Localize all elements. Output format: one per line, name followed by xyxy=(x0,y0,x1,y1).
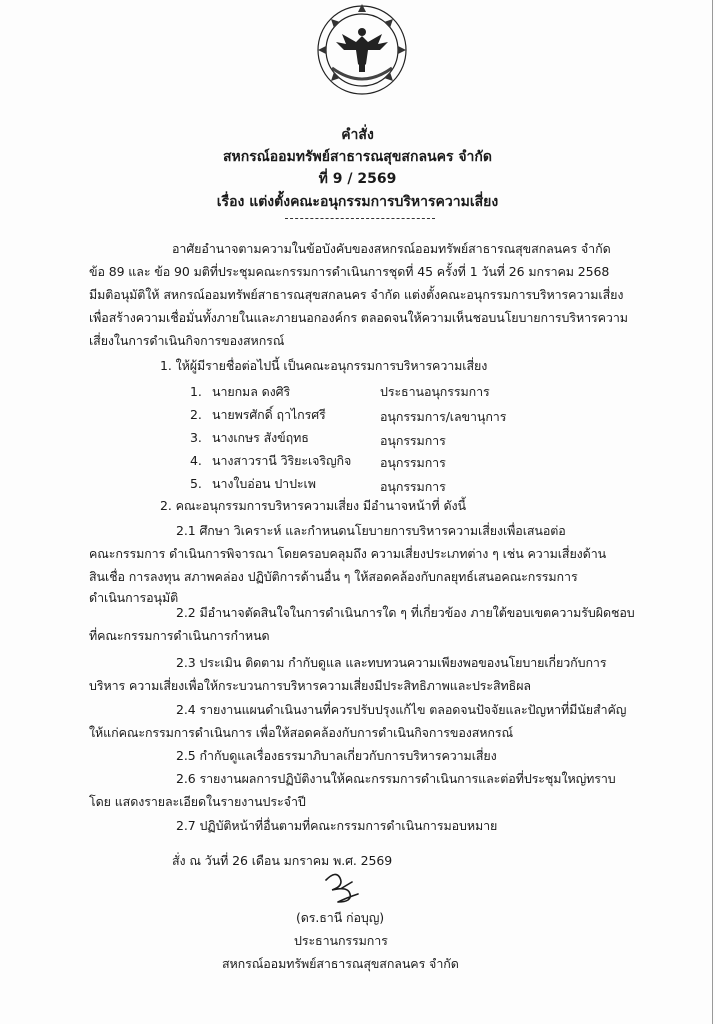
intro-line: มีมติอนุมัติให้ สหกรณ์ออมทรัพย์สาธารณสุขสกลนคร จำกัด แต่งตั้งคณะอนุกรรมการบริหารความเสี่ยง xyxy=(89,287,624,302)
scan-edge xyxy=(712,0,713,1024)
member-number: 2. xyxy=(190,407,202,422)
duty-line: 2.1 ศึกษา วิเคราะห์ และกำหนดนโยบายการบริหารความเสี่ยงเพื่อเสนอต่อ xyxy=(176,523,566,538)
member-number: 4. xyxy=(190,453,202,468)
cooperative-seal-icon xyxy=(312,2,412,98)
intro-line: เสี่ยงในการดำเนินกิจการของสหกรณ์ xyxy=(89,333,285,348)
section-2-heading: 2. คณะอนุกรรมการบริหารความเสี่ยง มีอำนาจหน้าที่ ดังนี้ xyxy=(160,498,466,513)
section-1-heading: 1. ให้ผู้มีรายชื่อต่อไปนี้ เป็นคณะอนุกรรมการบริหารความเสี่ยง xyxy=(160,358,488,373)
signer-position: ประธานกรรมการ xyxy=(294,933,388,948)
duty-line: สินเชื่อ การลงทุน สภาพคล่อง ปฏิบัติการด้านอื่น ๆ ให้สอดคล้องกับกลยุทธ์เสนอคณะกรรมการ xyxy=(89,569,578,584)
duty-line: ดำเนินการอนุมัติ xyxy=(89,590,179,605)
member-role: อนุกรรมการ/เลขานุการ xyxy=(380,409,507,424)
member-name: นายพรศักดิ์ ฤาไกรศรี xyxy=(212,407,326,422)
member-number: 5. xyxy=(190,476,202,491)
organization-name: สหกรณ์ออมทรัพย์สาธารณสุขสกลนคร จำกัด xyxy=(223,149,492,165)
member-name: นางใบอ่อน ปาปะเพ xyxy=(212,476,316,491)
duty-line: 2.3 ประเมิน ติดตาม กำกับดูแล และทบทวนความเพียงพอของนโยบายเกี่ยวกับการ xyxy=(176,655,607,670)
member-role: อนุกรรมการ xyxy=(380,455,446,470)
member-role: อนุกรรมการ xyxy=(380,479,446,494)
duty-line: โดย แสดงรายละเอียดในรายงานประจำปี xyxy=(89,794,306,809)
signature-image xyxy=(318,868,368,906)
order-subject: เรื่อง แต่งตั้งคณะอนุกรรมการบริหารความเสี่ยง xyxy=(216,194,499,210)
member-role: ประธานอนุกรรมการ xyxy=(380,384,490,399)
duty-line: ให้แก่คณะกรรมการดำเนินการ เพื่อให้สอดคล้องกับการดำเนินกิจการของสหกรณ์ xyxy=(89,725,514,740)
order-date: สั่ง ณ วันที่ 26 เดือน มกราคม พ.ศ. 2569 xyxy=(172,853,393,868)
signer-organization: สหกรณ์ออมทรัพย์สาธารณสุขสกลนคร จำกัด xyxy=(222,956,459,971)
duty-line: 2.7 ปฏิบัติหน้าที่อื่นตามที่คณะกรรมการดำเนินการมอบหมาย xyxy=(176,818,498,833)
order-number: ที่ 9 / 2569 xyxy=(318,171,397,187)
member-name: นางเกษร สังข์ฤทธ xyxy=(212,430,309,445)
intro-line: เพื่อสร้างความเชื่อมั่นทั้งภายในและภายนอกองค์กร ตลอดจนให้ความเห็นชอบนโยบายการบริหารความ xyxy=(89,310,628,325)
duty-line: 2.5 กำกับดูแลเรื่องธรรมาภิบาลเกี่ยวกับการบริหารความเสี่ยง xyxy=(176,748,497,763)
duty-line: คณะกรรมการ ดำเนินการพิจารณา โดยครอบคลุมถึง ความเสี่ยงประเภทต่าง ๆ เช่น ความเสี่ยงด้าน xyxy=(89,546,607,561)
signer-name: (ดร.ธานี ก่อบุญ) xyxy=(296,910,385,925)
member-name: นางสาวรานี วิริยะเจริญกิจ xyxy=(212,453,352,468)
header-divider xyxy=(285,218,435,219)
duty-line: ที่คณะกรรมการดำเนินการกำหนด xyxy=(89,628,270,643)
member-number: 3. xyxy=(190,430,202,445)
duty-line: 2.2 มีอำนาจตัดสินใจในการดำเนินการใด ๆ ที่เกี่ยวข้อง ภายใต้ขอบเขตความรับผิดชอบ xyxy=(176,605,635,620)
document-title: คำสั่ง xyxy=(341,127,374,143)
member-name: นายกมล ดงศิริ xyxy=(212,384,291,399)
member-role: อนุกรรมการ xyxy=(380,433,446,448)
duty-line: 2.6 รายงานผลการปฏิบัติงานให้คณะกรรมการดำเนินการและต่อที่ประชุมใหญ่ทราบ xyxy=(176,771,616,786)
intro-line: ข้อ 89 และ ข้อ 90 มติที่ประชุมคณะกรรมการดำเนินการชุดที่ 45 ครั้งที่ 1 วันที่ 26 มกราคม 2568 xyxy=(89,264,610,279)
duty-line: บริหาร ความเสี่ยงเพื่อให้กระบวนการบริหารความเสี่ยงมีประสิทธิภาพและประสิทธิผล xyxy=(89,678,531,693)
intro-line: อาศัยอำนาจตามความในข้อบังคับของสหกรณ์ออมทรัพย์สาธารณสุขสกลนคร จำกัด xyxy=(172,241,611,256)
member-number: 1. xyxy=(190,384,202,399)
duty-line: 2.4 รายงานแผนดำเนินงานที่ควรปรับปรุงแก้ไข ตลอดจนปัจจัยและปัญหาที่มีนัยสำคัญ xyxy=(176,702,627,717)
